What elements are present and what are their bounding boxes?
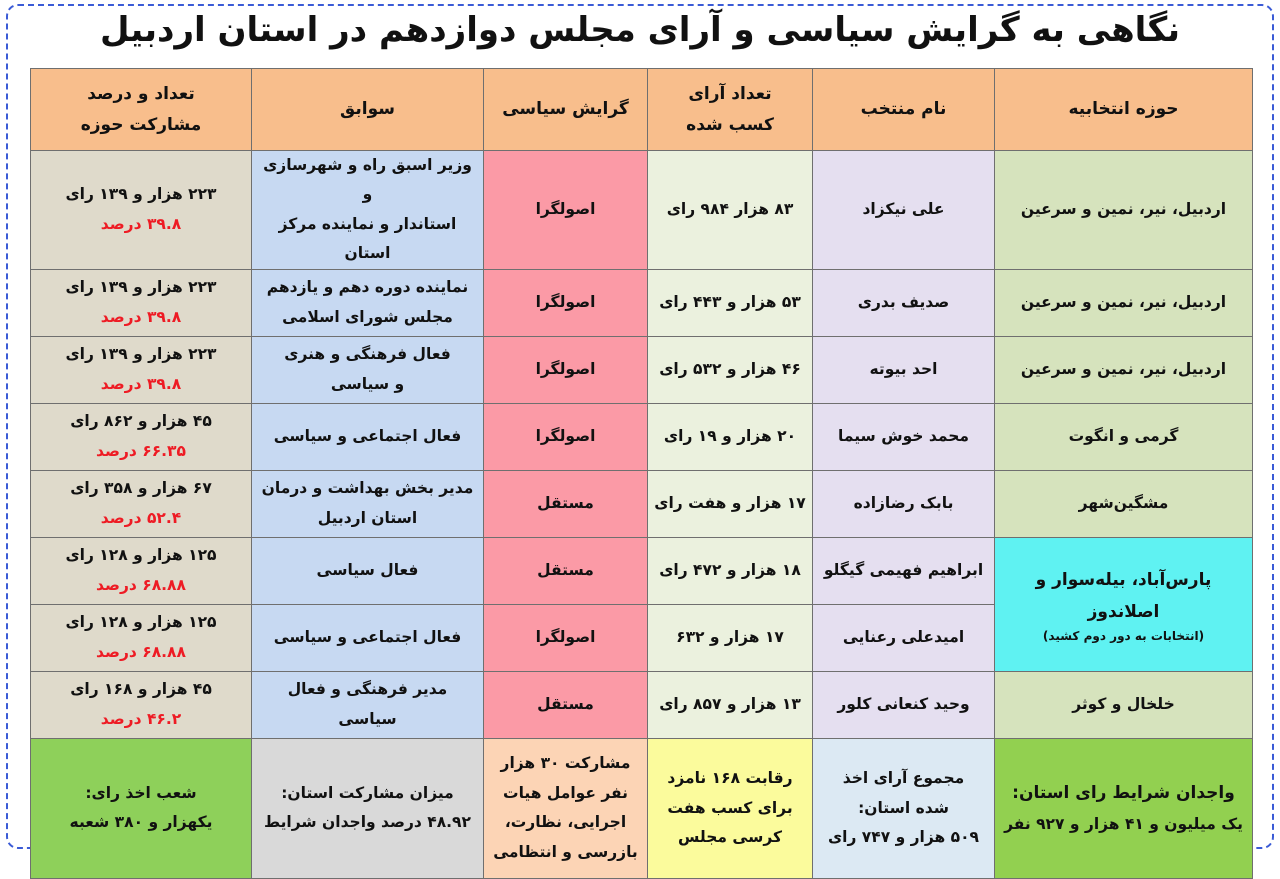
district-cell: پارس‌آباد، بیله‌سوار و اصلاندوز (انتخابات به دور دوم کشید) bbox=[995, 537, 1253, 671]
polling-branches-cell: شعب اخذ رای: یکهزار و ۳۸۰ شعبه bbox=[31, 738, 252, 878]
votes-cell: ۵۳ هزار و ۴۴۳ رای bbox=[648, 269, 813, 336]
table-row bbox=[31, 671, 1253, 738]
party-cell: اصولگرا bbox=[484, 403, 648, 470]
table-row bbox=[31, 269, 1253, 336]
party-cell: اصولگرا bbox=[484, 269, 648, 336]
background-cell: وزیر اسبق راه و شهرسازی و استاندار و نماینده مرکز استان bbox=[252, 151, 484, 270]
participation-cell: ۲۲۳ هزار و ۱۳۹ رای ۳۹.۸ درصد bbox=[31, 269, 252, 336]
table-row bbox=[31, 336, 1253, 403]
name-cell: محمد خوش سیما bbox=[813, 403, 995, 470]
eligible-voters-cell: واجدان شرایط رای استان: یک میلیون و ۴۱ هزار و ۹۲۷ نفر bbox=[995, 738, 1253, 878]
district-cell: اردبیل، نیر، نمین و سرعین bbox=[995, 269, 1253, 336]
party-cell: مستقل bbox=[484, 537, 648, 604]
participation-cell: ۴۵ هزار و ۱۶۸ رای ۴۶.۲ درصد bbox=[31, 671, 252, 738]
background-cell: فعال اجتماعی و سیاسی bbox=[252, 403, 484, 470]
district-cell: مشگین‌شهر bbox=[995, 470, 1253, 537]
table-row bbox=[31, 151, 1253, 270]
header-row bbox=[31, 69, 1253, 151]
table-row bbox=[31, 470, 1253, 537]
party-cell: اصولگرا bbox=[484, 336, 648, 403]
background-cell: فعال اجتماعی و سیاسی bbox=[252, 604, 484, 671]
name-cell: امیدعلی رعنایی bbox=[813, 604, 995, 671]
district-note: (انتخابات به دور دوم کشید) bbox=[1042, 629, 1205, 644]
participation-cell: ۴۵ هزار و ۸۶۲ رای ۶۶.۳۵ درصد bbox=[31, 403, 252, 470]
background-cell: فعال سیاسی bbox=[252, 537, 484, 604]
party-cell: مستقل bbox=[484, 671, 648, 738]
participation-cell: ۶۷ هزار و ۳۵۸ رای ۵۲.۴ درصد bbox=[31, 470, 252, 537]
header-background: سوابق bbox=[252, 69, 484, 151]
votes-cell: ۱۷ هزار و هفت رای bbox=[648, 470, 813, 537]
votes-cell: ۱۳ هزار و ۸۵۷ رای bbox=[648, 671, 813, 738]
competition-cell: رقابت ۱۶۸ نامزد برای کسب هفت کرسی مجلس bbox=[648, 738, 813, 878]
district-cell: اردبیل، نیر، نمین و سرعین bbox=[995, 151, 1253, 270]
votes-cell: ۸۳ هزار ۹۸۴ رای bbox=[648, 151, 813, 270]
background-cell: نماینده دوره دهم و یازدهم مجلس شورای اسلامی bbox=[252, 269, 484, 336]
name-cell: صدیف بدری bbox=[813, 269, 995, 336]
total-votes-cell: مجموع آرای اخذ شده استان: ۵۰۹ هزار و ۷۴۷ رای bbox=[813, 738, 995, 878]
name-cell: احد بیوته bbox=[813, 336, 995, 403]
header-name: نام منتخب bbox=[813, 69, 995, 151]
page-title: نگاهی به گرایش سیاسی و آرای مجلس دوازدهم در استان اردبیل bbox=[100, 10, 1180, 50]
participation-cell: ۲۲۳ هزار و ۱۳۹ رای ۳۹.۸ درصد bbox=[31, 336, 252, 403]
background-cell: مدیر بخش بهداشت و درمان استان اردبیل bbox=[252, 470, 484, 537]
header-party: گرایش سیاسی bbox=[484, 69, 648, 151]
background-cell: مدیر فرهنگی و فعال سیاسی bbox=[252, 671, 484, 738]
votes-cell: ۴۶ هزار و ۵۳۲ رای bbox=[648, 336, 813, 403]
header-participation: تعداد و درصد مشارکت حوزه bbox=[31, 69, 252, 151]
footer-row bbox=[31, 738, 1253, 878]
header-district: حوزه انتخابیه bbox=[995, 69, 1253, 151]
district-cell: اردبیل، نیر، نمین و سرعین bbox=[995, 336, 1253, 403]
name-cell: بابک رضازاده bbox=[813, 470, 995, 537]
participation-cell: ۱۲۵ هزار و ۱۲۸ رای ۶۸.۸۸ درصد bbox=[31, 604, 252, 671]
name-cell: وحید کنعانی کلور bbox=[813, 671, 995, 738]
name-cell: ابراهیم فهیمی گیگلو bbox=[813, 537, 995, 604]
district-cell: خلخال و کوثر bbox=[995, 671, 1253, 738]
staff-cell: مشارکت ۳۰ هزار نفر عوامل هیات اجرایی، نظارت، بازرسی و انتظامی bbox=[484, 738, 648, 878]
party-cell: اصولگرا bbox=[484, 604, 648, 671]
results-table bbox=[30, 68, 1253, 879]
party-cell: مستقل bbox=[484, 470, 648, 537]
votes-cell: ۱۷ هزار و ۶۳۲ bbox=[648, 604, 813, 671]
party-cell: اصولگرا bbox=[484, 151, 648, 270]
district-cell: گرمی و انگوت bbox=[995, 403, 1253, 470]
name-cell: علی نیکزاد bbox=[813, 151, 995, 270]
background-cell: فعال فرهنگی و هنری و سیاسی bbox=[252, 336, 484, 403]
participation-cell: ۱۲۵ هزار و ۱۲۸ رای ۶۸.۸۸ درصد bbox=[31, 537, 252, 604]
votes-cell: ۱۸ هزار و ۴۷۲ رای bbox=[648, 537, 813, 604]
header-votes: تعداد آرای کسب شده bbox=[648, 69, 813, 151]
table-row bbox=[31, 537, 1253, 604]
participation-rate-cell: میزان مشارکت استان: ۴۸.۹۲ درصد واجدان شرایط bbox=[252, 738, 484, 878]
participation-cell: ۲۲۳ هزار و ۱۳۹ رای ۳۹.۸ درصد bbox=[31, 151, 252, 270]
table-row bbox=[31, 403, 1253, 470]
votes-cell: ۲۰ هزار و ۱۹ رای bbox=[648, 403, 813, 470]
